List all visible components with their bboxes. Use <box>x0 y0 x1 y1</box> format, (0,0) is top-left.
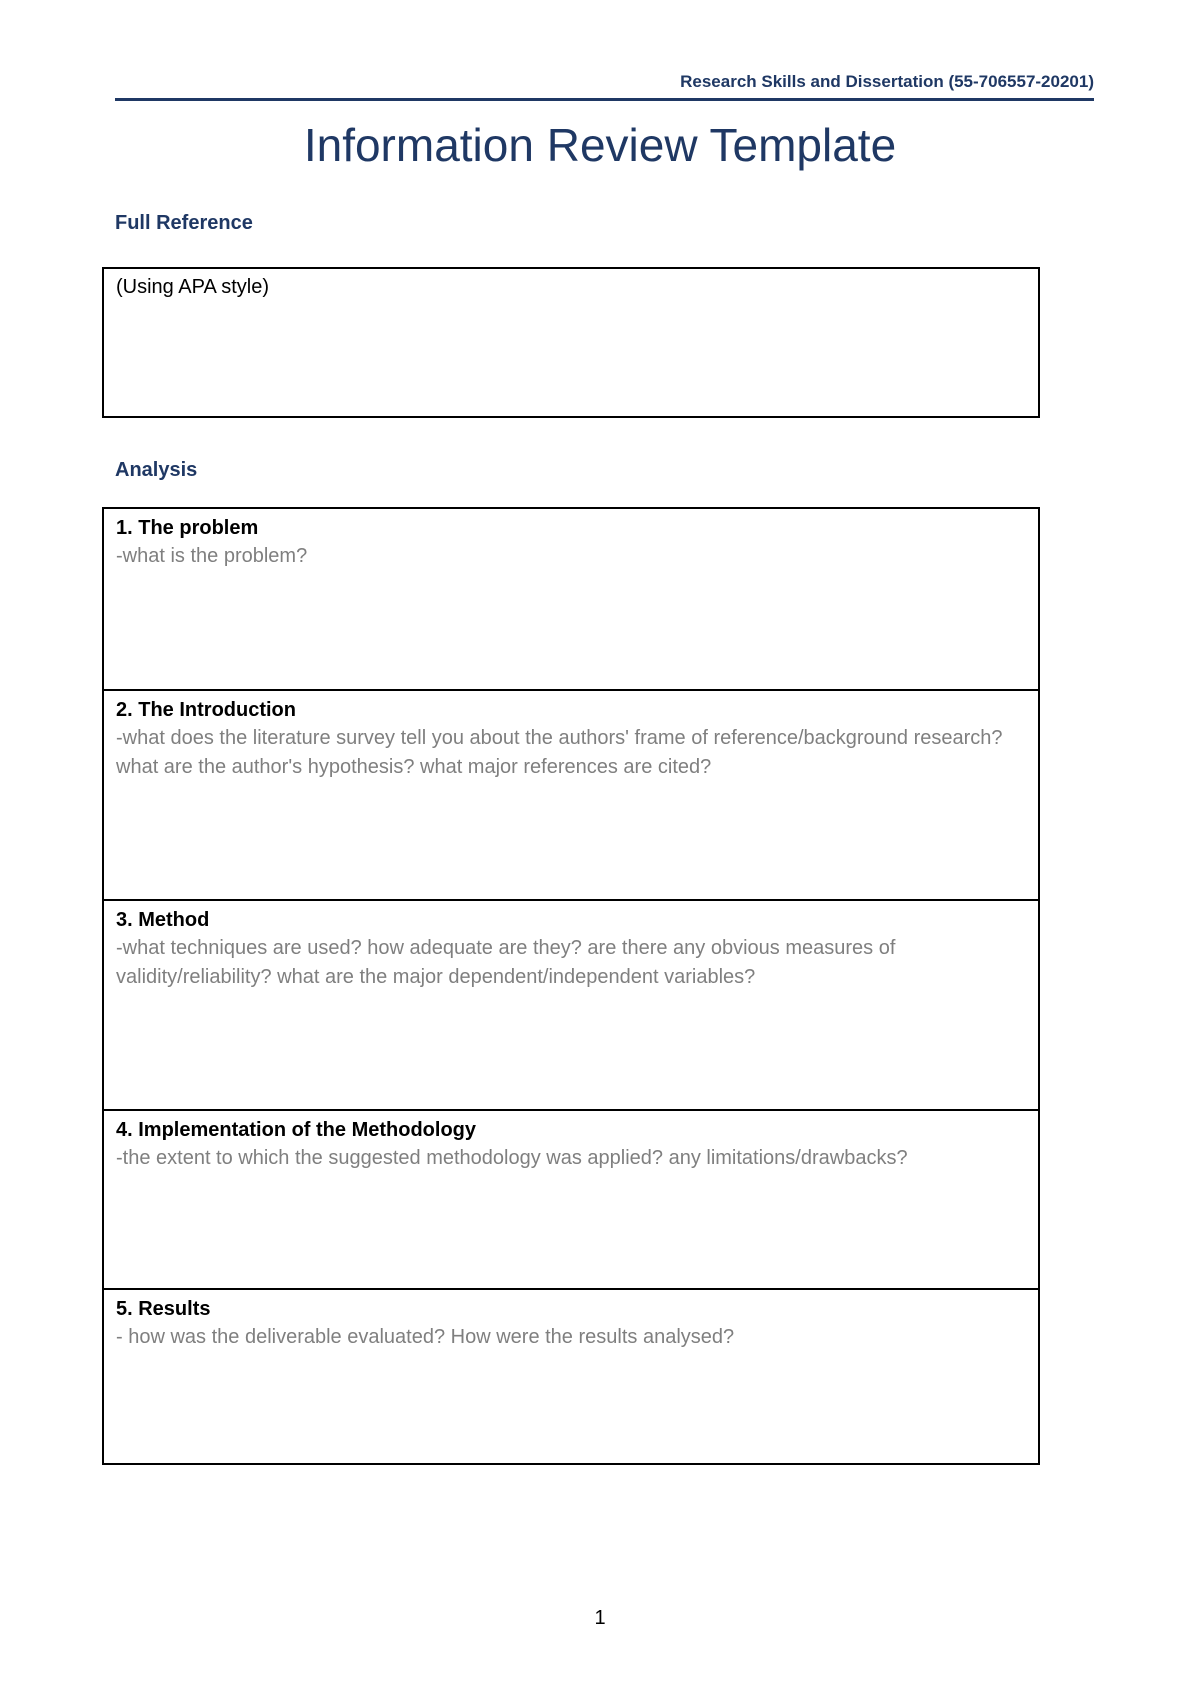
analysis-heading: Analysis <box>115 459 198 481</box>
analysis-row-prompt: -what is the problem? <box>116 545 308 567</box>
analysis-row-prompt: - how was the deliverable evaluated? How were the results analysed? <box>116 1326 735 1348</box>
analysis-row-title: 1. The problem <box>116 517 259 539</box>
document-title: Information Review Template <box>303 119 897 171</box>
analysis-row-results[interactable] <box>104 1288 1038 1463</box>
analysis-row-title: 5. Results <box>116 1298 211 1320</box>
analysis-row-implementation[interactable] <box>104 1109 1038 1288</box>
analysis-row-title: 3. Method <box>116 909 210 931</box>
analysis-row-title: 4. Implementation of the Methodology <box>116 1119 476 1141</box>
analysis-row-introduction[interactable] <box>104 689 1038 899</box>
page-header <box>115 68 1094 101</box>
analysis-row-method[interactable] <box>104 899 1038 1109</box>
full-reference-heading: Full Reference <box>115 212 253 234</box>
analysis-row-prompt: -what techniques are used? how adequate are they? are there any obvious measures of validity/reliability? what are the major dependent/independent variables? <box>116 937 896 988</box>
full-reference-box[interactable] <box>102 267 1040 418</box>
analysis-table <box>102 507 1040 1465</box>
analysis-row-title: 2. The Introduction <box>116 699 296 721</box>
analysis-row-prompt: -the extent to which the suggested methodology was applied? any limitations/drawbacks? <box>116 1147 908 1169</box>
course-header-text: Research Skills and Dissertation (55-706557-20201) <box>680 72 1094 91</box>
full-reference-hint: (Using APA style) <box>116 276 270 298</box>
page-number: 1 <box>594 1607 606 1629</box>
analysis-row-problem[interactable] <box>104 509 1038 689</box>
analysis-row-prompt: -what does the literature survey tell you about the authors' frame of reference/background research? what are the author's hypothesis? what major references are cited? <box>116 727 1003 778</box>
